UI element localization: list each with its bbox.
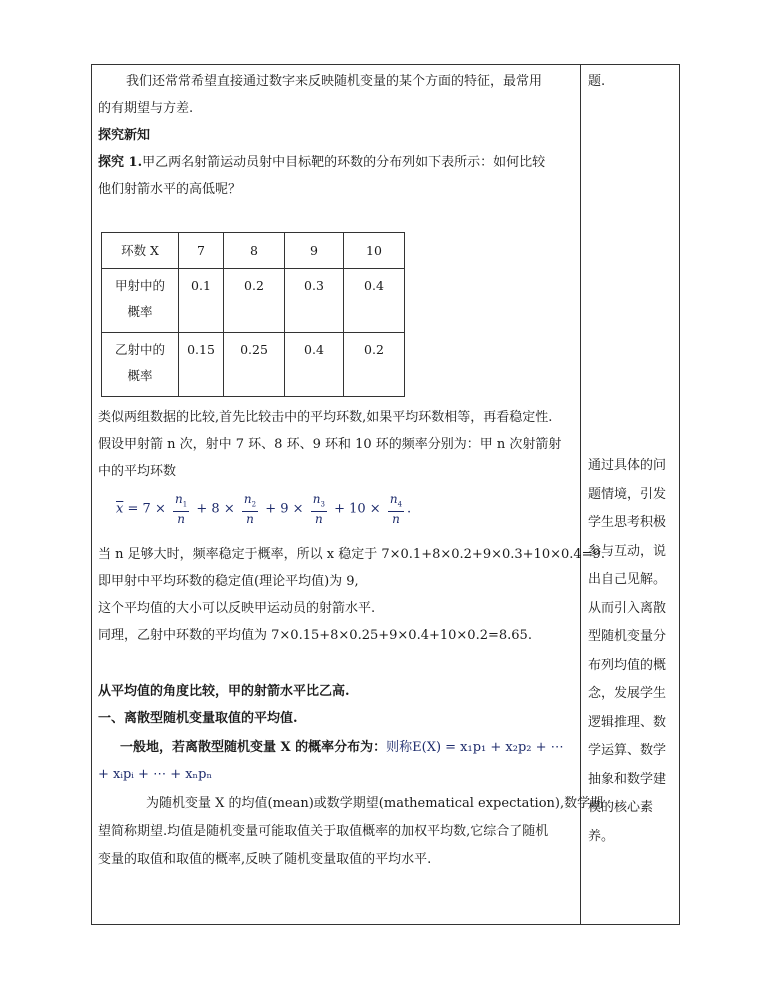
table-cell: 0.4 <box>344 269 405 333</box>
table-cell: 0.4 <box>285 333 344 397</box>
table-cell: 0.25 <box>224 333 285 397</box>
side-note-line: 模的核心素 <box>588 800 654 815</box>
table-row-label: 甲射中的 概率 <box>102 269 179 333</box>
side-note-line: 学运算、数学 <box>588 743 667 758</box>
compare-line-1: 类似两组数据的比较,首先比较击中的平均环数,如果平均环数相等，再看稳定性. <box>98 410 553 425</box>
table-row <box>102 233 405 269</box>
side-note-line: 出自己见解。 <box>588 572 667 587</box>
table-cell: 8 <box>224 233 285 269</box>
intro-line-1: 我们还常常希望直接通过数字来反映随机变量的某个方面的特征，最常用 <box>126 74 543 89</box>
side-note-line: 养。 <box>588 828 615 844</box>
table-cell: 0.1 <box>179 269 224 333</box>
side-note-line: 从而引入离散 <box>588 600 667 616</box>
definition-line-2: 望简称期望.均值是随机变量可能取值关于取值概率的加权平均数,它综合了随机 <box>98 824 549 839</box>
side-note-line: 布列均值的概 <box>588 657 667 673</box>
side-note-line: 通过具体的问 <box>588 458 667 473</box>
definition-line-1: 为随机变量 X 的均值(mean)或数学期望(mathematical expectation),数学期 <box>146 796 604 811</box>
table-row-label: 乙射中的 概率 <box>102 333 179 397</box>
stable-line-1: 当 n 足够大时，频率稳定于概率，所以 x 稳定于 7×0.1+8×0.2+9×0.3+10×0.4=9. <box>98 547 605 562</box>
probe-label: 探究 1. <box>98 155 143 170</box>
probe-line-2: 他们射箭水平的高低呢？ <box>98 182 242 197</box>
table-cell: 10 <box>344 233 405 269</box>
mean-formula: $\overline{x} = 7$ × $\frac{n_1}{n}$ + 8 × $\frac{n_2}{n}$ + 9 × $\frac{n_3}{n}$ + 10 × $\frac{n_4}{n}$ . <box>116 492 412 527</box>
definition-line-3: 变量的取值和取值的概率,反映了随机变量取值的平均水平. <box>98 852 432 867</box>
table-cell: 0.15 <box>179 333 224 397</box>
side-note <box>588 452 674 851</box>
table-cell: 环数 X <box>102 233 179 269</box>
intro-line-2: 的有期望与方差. <box>98 101 194 116</box>
compare-line-2: 假设甲射箭 n 次，射中 7 环、8 环、9 环和 10 环的频率分别为：甲 n 次射箭射 <box>98 437 562 452</box>
probe-text-1: 甲乙两名射箭运动员射中目标靶的环数的分布列如下表所示：如何比较 <box>142 155 546 170</box>
side-note-line: 抽象和数学建 <box>588 771 667 787</box>
side-note-line: 型随机变量分 <box>588 629 667 644</box>
side-note-line: 念，发展学生 <box>588 686 667 701</box>
compare-line-3: 中的平均环数 <box>98 464 177 479</box>
side-note-line: 学生思考积极 <box>588 515 667 530</box>
conclusion: 从平均值的角度比较，甲的射箭水平比乙高. <box>98 684 350 699</box>
table-row <box>102 333 405 397</box>
table-cell: 0.2 <box>224 269 285 333</box>
probe-line-1 <box>98 149 545 176</box>
general-line-1: 一般地，若离散型随机变量 X 的概率分布为：则称E(X) = x₁p₁ + x₂p₂ + ⋯ <box>120 740 564 755</box>
table-cell: 0.2 <box>344 333 405 397</box>
distribution-table <box>101 232 405 397</box>
table-cell: 7 <box>179 233 224 269</box>
table-row <box>102 269 405 333</box>
side-top-text: 题. <box>588 74 606 89</box>
general-line-2: + xᵢpᵢ + ⋯ + xₙpₙ <box>98 767 213 782</box>
subsection-heading: 一、离散型随机变量取值的平均值. <box>98 711 298 726</box>
side-note-line: 参与互动，说 <box>588 543 667 559</box>
side-note-line: 题情境，引发 <box>588 486 667 502</box>
stable-line-3: 这个平均值的大小可以反映甲运动员的射箭水平. <box>98 601 376 616</box>
table-cell: 9 <box>285 233 344 269</box>
side-note-line: 逻辑推理、数 <box>588 714 667 730</box>
stable-line-4: 同理，乙射中环数的平均值为 7×0.15+8×0.25+9×0.4+10×0.2=8.65. <box>98 628 532 643</box>
table-cell: 0.3 <box>285 269 344 333</box>
section-heading: 探究新知 <box>98 128 151 143</box>
stable-line-2: 即甲射中平均环数的稳定值(理论平均值)为 9, <box>98 574 359 589</box>
